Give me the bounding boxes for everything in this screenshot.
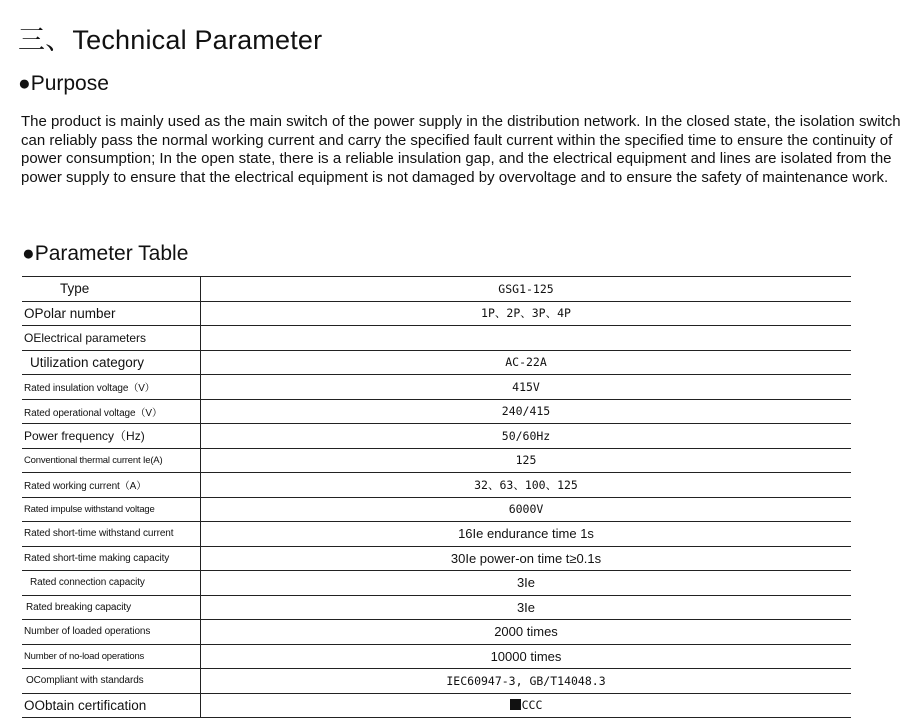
purpose-heading-text: Purpose bbox=[30, 72, 109, 95]
row-value: 32、63、100、125 bbox=[201, 473, 852, 498]
table-row bbox=[22, 424, 851, 449]
table-row bbox=[22, 595, 851, 620]
table-row bbox=[22, 277, 851, 302]
row-label: Number of loaded operations bbox=[22, 620, 201, 645]
row-value: AC-22A bbox=[201, 350, 852, 375]
row-value: 125 bbox=[201, 448, 852, 473]
row-label: OPolar number bbox=[22, 301, 201, 326]
row-value: IEC60947-3, GB/T14048.3 bbox=[201, 669, 852, 694]
table-row bbox=[22, 693, 851, 718]
row-value bbox=[201, 693, 852, 718]
bullet-icon: ● bbox=[18, 72, 31, 95]
table-row bbox=[22, 448, 851, 473]
parameter-table-heading bbox=[22, 242, 188, 266]
row-label: Rated operational voltage（V） bbox=[22, 399, 201, 424]
row-value: GSG1-125 bbox=[201, 277, 852, 302]
row-value bbox=[201, 326, 852, 351]
purpose-paragraph: The product is mainly used as the main switch of the power supply in the distribution network. In the closed state, the isolation switch can reliably pass the normal working current and carry the specified fault current within the specified time to ensure the continuity of power consumption; In the open state, there is a reliable insulation gap, and the electrical equipment and lines are isolated from the power supply to ensure that the electrical equipment is not damaged by overvoltage and to ensure the safety of maintenance work. bbox=[21, 113, 901, 186]
table-row bbox=[22, 644, 851, 669]
row-value: 6000V bbox=[201, 497, 852, 522]
table-row bbox=[22, 301, 851, 326]
table-row bbox=[22, 546, 851, 571]
table-row bbox=[22, 522, 851, 547]
row-label: Conventional thermal current Ie(A) bbox=[22, 448, 201, 473]
table-row bbox=[22, 669, 851, 694]
table-row bbox=[22, 620, 851, 645]
row-label: OCompliant with standards bbox=[22, 669, 201, 694]
row-value: 10000 times bbox=[201, 644, 852, 669]
row-label: Rated working current（A） bbox=[22, 473, 201, 498]
table-row bbox=[22, 497, 851, 522]
row-label: Rated impulse withstand voltage bbox=[22, 497, 201, 522]
row-label: Rated insulation voltage（V） bbox=[22, 375, 201, 400]
table-row bbox=[22, 399, 851, 424]
row-label: Type bbox=[22, 277, 201, 302]
row-label: Rated short-time making capacity bbox=[22, 546, 201, 571]
table-row bbox=[22, 375, 851, 400]
row-label: Rated connection capacity bbox=[22, 571, 201, 596]
row-label: Utilization category bbox=[22, 350, 201, 375]
row-label: OObtain certification bbox=[22, 693, 201, 718]
purpose-heading bbox=[18, 72, 109, 96]
row-label: Number of no-load operations bbox=[22, 644, 201, 669]
bullet-icon: ● bbox=[22, 242, 35, 265]
certification-text: CCC bbox=[521, 698, 543, 713]
parameter-table bbox=[22, 276, 851, 718]
row-label: Rated short-time withstand current bbox=[22, 522, 201, 547]
row-value: 3Ie bbox=[201, 595, 852, 620]
table-row bbox=[22, 350, 851, 375]
row-value: 50/60Hz bbox=[201, 424, 852, 449]
row-value: 2000 times bbox=[201, 620, 852, 645]
row-label: Rated breaking capacity bbox=[22, 595, 201, 620]
row-value: 3Ie bbox=[201, 571, 852, 596]
parameter-table-heading-text: Parameter Table bbox=[34, 242, 189, 265]
table-row bbox=[22, 473, 851, 498]
row-value: 16Ie endurance time 1s bbox=[201, 522, 852, 547]
section-title: 三、Technical Parameter bbox=[18, 25, 323, 55]
row-label: Power frequency（Hz) bbox=[22, 424, 201, 449]
row-value: 30Ie power-on time t≥0.1s bbox=[201, 546, 852, 571]
row-value: 240/415 bbox=[201, 399, 852, 424]
table-row bbox=[22, 571, 851, 596]
table-row bbox=[22, 326, 851, 351]
black-square-icon bbox=[510, 699, 521, 710]
row-value: 415V bbox=[201, 375, 852, 400]
row-label: OElectrical parameters bbox=[22, 326, 201, 351]
row-value: 1P、2P、3P、4P bbox=[201, 301, 852, 326]
